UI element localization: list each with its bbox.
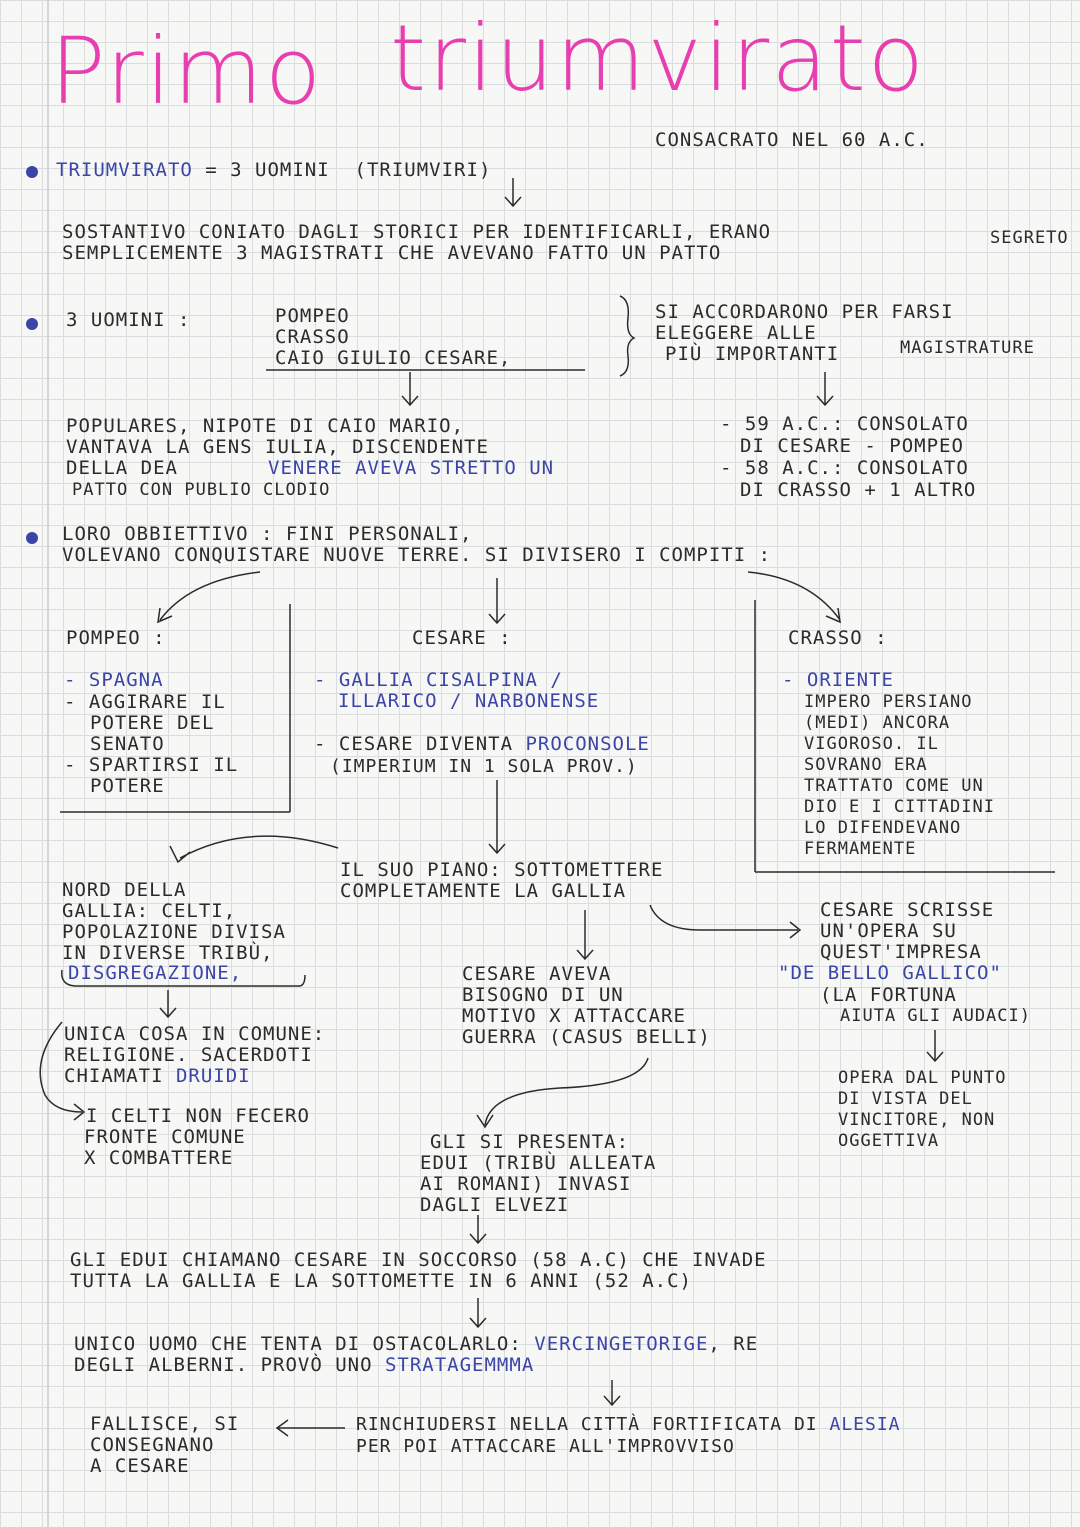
vercingetorige-line2 [74,1355,534,1376]
name-cesare: CAIO GIULIO CESARE, [275,347,512,369]
consolato-4: DI CRASSO + 1 ALTRO [740,479,977,501]
triumvirato-definition [56,160,491,181]
crasso-heading: CRASSO : [788,627,888,649]
vercingetorige-name: VERCINGETORIGE [534,1333,709,1355]
opera-line2: UN'OPERA SU [820,920,957,942]
stratagemma: STRATAGEMMMA [384,1354,535,1376]
accordo-line1: SI ACCORDARONO PER FARSI [655,301,954,323]
name-crasso: CRASSO [275,326,350,348]
soccorso-line1: GLI EDUI CHIAMANO CESARE IN SOCCORSO (58 A.C) CHE INVADE [70,1249,767,1271]
sostantivo-line1: SOSTANTIVO CONIATO DAGLI STORICI PER IDENTIFICARLI, ERANO [62,221,772,243]
cesare-info-5: PATTO CON PUBLIO CLODIO [72,480,331,500]
fallisce-line2: CONSEGNANO [90,1434,215,1456]
fallisce-line3: A CESARE [90,1455,190,1477]
crasso-item-1: IMPERO PERSIANO [804,692,973,712]
cesare-heading: CESARE : [412,627,512,649]
crasso-item-7: LO DIFENDEVANO [804,818,962,838]
edui-line3: AI ROMANI) INVASI [420,1173,632,1195]
title-primo: Primo [50,18,324,125]
fallisce-line1: FALLISCE, SI [90,1413,240,1435]
pompeo-item-2: POTERE DEL [90,712,215,734]
name-pompeo: POMPEO [275,305,350,327]
motivo-line4: GUERRA (CASUS BELLI) [462,1026,711,1048]
de-bello-gallico: "DE BELLO GALLICO" [778,962,1002,984]
tre-uomini-label: 3 UOMINI : [66,309,191,331]
cesare-info-venere: VENERE AVEVA STRETTO UN [268,457,555,479]
cesare-diventa: - CESARE DIVENTA [314,733,526,755]
celti-line2: FRONTE COMUNE [84,1126,246,1148]
nord-item-1: NORD DELLA [62,879,187,901]
bullet-dot-icon [26,318,38,330]
soccorso-line2: TUTTA LA GALLIA E LA SOTTOMETTE IN 6 ANNI (52 A.C) [70,1270,692,1292]
edui-line2: EDUI (TRIBÙ ALLEATA [420,1152,657,1174]
crasso-item-8: FERMAMENTE [804,839,917,859]
pompeo-spagna: - SPAGNA [64,669,164,691]
disgregazione: DISGREGAZIONE, [68,962,243,984]
proconsole: PROCONSOLE [525,733,650,755]
nord-item-4: IN DIVERSE TRIBÙ, [62,942,274,964]
cesare-proconsole-line [314,734,650,755]
celti-line1: I CELTI NON FECERO [86,1105,310,1127]
crasso-item-5: TRATTATO COME UN [804,776,984,796]
consolato-1: - 59 A.C.: CONSOLATO [720,413,969,435]
pompeo-item-1: - AGGIRARE IL [64,691,226,713]
alesia-name: ALESIA [829,1414,901,1435]
subtitle-date: CONSACRATO NEL 60 A.C. [655,129,929,151]
celti-line3: X COMBATTERE [84,1147,234,1169]
accordo-line3: PIÙ IMPORTANTI [665,343,840,365]
crasso-oriente: - ORIENTE [782,669,894,691]
vista-line2: DI VISTA DEL [838,1089,973,1109]
edui-line4: DAGLI ELVEZI [420,1194,570,1216]
pompeo-item-5: POTERE [90,775,165,797]
consolato-3: - 58 A.C.: CONSOLATO [720,457,969,479]
comune-line2: RELIGIONE. SACERDOTI [64,1044,313,1066]
fortuna-line1: (LA FORTUNA [820,984,957,1006]
crasso-item-2: (MEDI) ANCORA [804,713,951,733]
opera-line3: QUEST'IMPRESA [820,941,982,963]
comune-line1: UNICA COSA IN COMUNE: [64,1023,326,1045]
crasso-item-4: SOVRANO ERA [804,755,928,775]
vista-line1: OPERA DAL PUNTO [838,1068,1007,1088]
alesia-line1 [356,1414,901,1435]
triumvirato-rest: = 3 UOMINI (TRIUMVIRI) [192,159,492,181]
cesare-illarico: ILLARICO / NARBONENSE [338,690,600,712]
segreto-note: SEGRETO [990,228,1069,248]
nord-item-3: POPOLAZIONE DIVISA [62,921,286,943]
motivo-line2: BISOGNO DI UN [462,984,624,1006]
chiamati: CHIAMATI [64,1065,176,1087]
vista-line3: VINCITORE, NON [838,1110,996,1130]
degli-alberni: DEGLI ALBERNI. PROVÒ UNO [74,1354,385,1376]
magistrature-note: MAGISTRATURE [900,338,1035,358]
sostantivo-line2: SEMPLICEMENTE 3 MAGISTRATI CHE AVEVANO FATTO UN PATTO [62,242,722,264]
obbiettivo-line2: VOLEVANO CONQUISTARE NUOVE TERRE. SI DIVISERO I COMPITI : [62,544,772,566]
vercingetorige-re: , RE [708,1333,759,1355]
crasso-item-3: VIGOROSO. IL [804,734,939,754]
cesare-info-1: POPULARES, NIPOTE DI CAIO MARIO, [66,415,465,437]
vista-line4: OGGETTIVA [838,1131,940,1151]
pompeo-item-4: - SPARTIRSI IL [64,754,239,776]
consolato-2: DI CESARE - POMPEO [740,435,964,457]
cesare-info-2: VANTAVA LA GENS IULIA, DISCENDENTE [66,436,489,458]
edui-line1: GLI SI PRESENTA: [430,1131,630,1153]
bullet-dot-icon [26,532,38,544]
piano-line1: IL SUO PIANO: SOTTOMETTERE [340,859,664,881]
alesia-line2: PER POI ATTACCARE ALL'IMPROVVISO [356,1436,735,1457]
accordo-line2: ELEGGERE ALLE [655,322,817,344]
druidi: DRUIDI [175,1065,251,1087]
pompeo-item-3: SENATO [90,733,165,755]
crasso-item-6: DIO E I CITTADINI [804,797,995,817]
triumvirato-key: TRIUMVIRATO [56,159,193,181]
nord-item-2: GALLIA: CELTI, [62,900,237,922]
comune-line3 [64,1066,251,1087]
fortuna-line2: AIUTA GLI AUDACI) [840,1006,1031,1026]
vercingetorige-line1 [74,1334,758,1355]
bullet-dot-icon [26,166,38,178]
pompeo-heading: POMPEO : [66,627,166,649]
cesare-imperium: (IMPERIUM IN 1 SOLA PROV.) [330,756,638,777]
cesare-info-3: DELLA DEA [66,457,178,479]
title-triumvirato: triumvirato [390,5,926,112]
rinchiudersi: RINCHIUDERSI NELLA CITTÀ FORTIFICATA DI [356,1414,830,1435]
obbiettivo-line1: LORO OBBIETTIVO : FINI PERSONALI, [62,523,473,545]
unico-uomo: UNICO UOMO CHE TENTA DI OSTACOLARLO: [74,1333,535,1355]
cesare-gallia: - GALLIA CISALPINA / [314,669,563,691]
motivo-line3: MOTIVO X ATTACCARE [462,1005,686,1027]
piano-line2: COMPLETAMENTE LA GALLIA [340,880,627,902]
motivo-line1: CESARE AVEVA [462,963,612,985]
opera-line1: CESARE SCRISSE [820,899,995,921]
